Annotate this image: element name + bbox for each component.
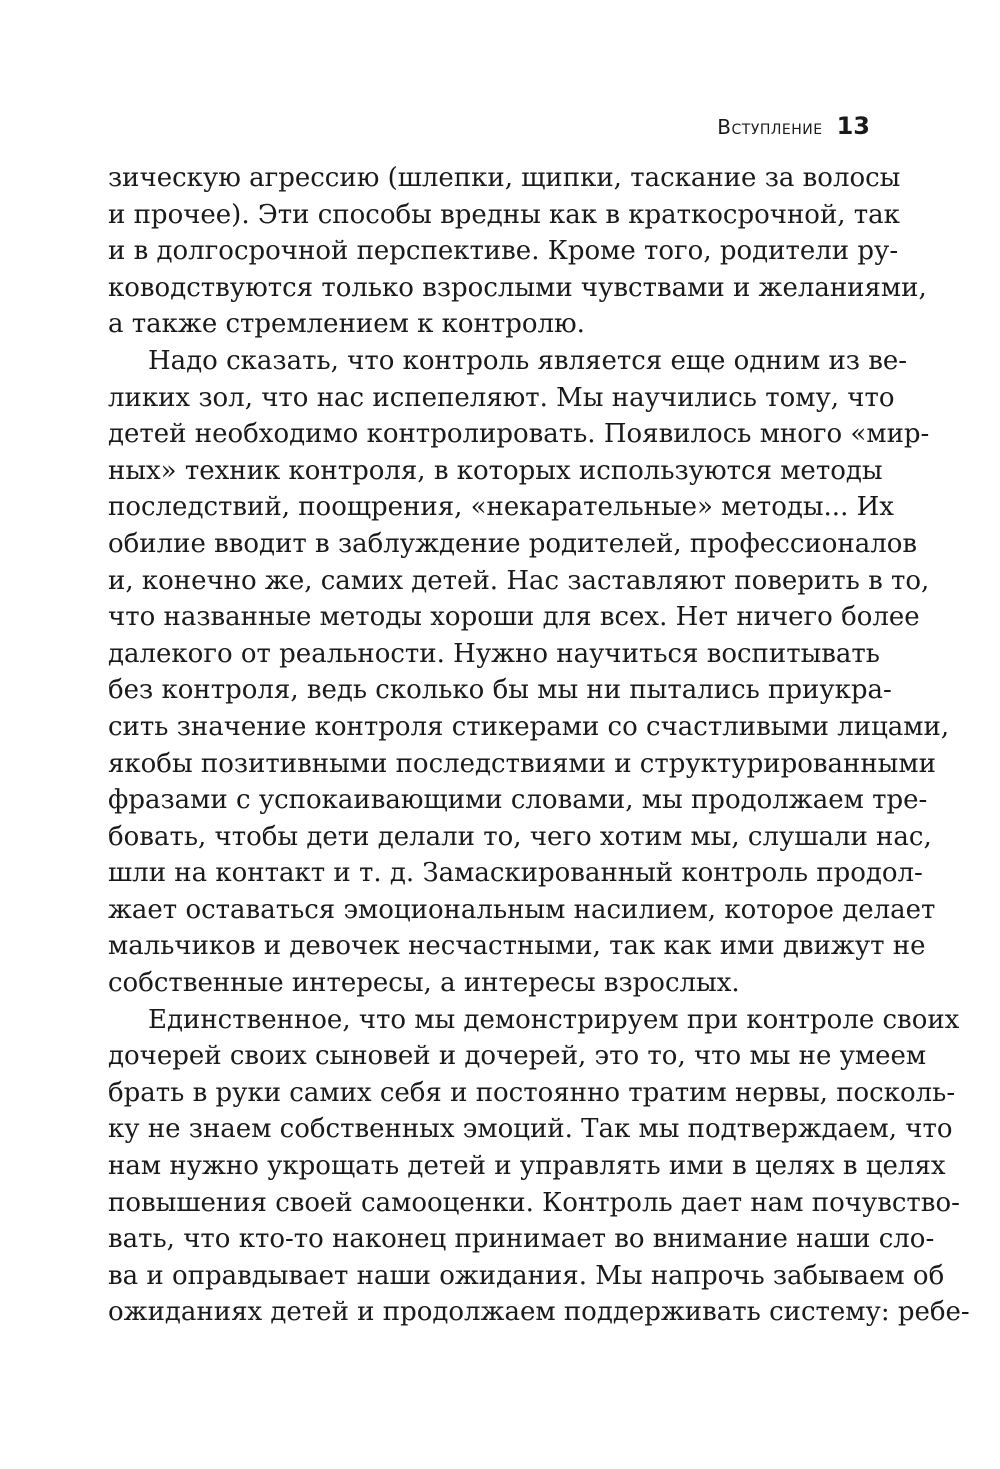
text-line: Надо сказать, что контроль является еще одним из ве- [148, 345, 908, 376]
text-line: брать в руки самих себя и постоянно тратим нервы, посколь- [108, 1077, 956, 1108]
text-line: ва и оправдывает наши ожидания. Мы напрочь забываем об [108, 1260, 945, 1291]
text-line: что названные методы хороши для всех. Нет ничего более [108, 602, 920, 633]
text-line: обилие вводит в заблуждение родителей, профессионалов [108, 528, 917, 559]
text-line: и в долгосрочной перспективе. Кроме того, родители ру- [108, 236, 899, 267]
text-line: мальчиков и девочек несчастными, так как ими движут не [108, 931, 926, 962]
text-line: бовать, чтобы дети делали то, чего хотим мы, слушали нас, [108, 821, 932, 852]
text-line: якобы позитивными последствиями и структурированными [108, 748, 936, 779]
text-line: без контроля, ведь сколько бы мы ни пытались приукра- [108, 675, 892, 706]
text-line: сить значение контроля стикерами со счастливыми лицами, [108, 711, 950, 742]
text-line: фразами с успокаивающими словами, мы продолжаем тре- [108, 785, 928, 816]
text-line: а также стремлением к контролю. [108, 309, 585, 340]
running-head [717, 112, 870, 140]
text-line: вать, что кто-то наконец принимает во внимание наши сло- [108, 1224, 935, 1255]
text-line: зическую агрессию (шлепки, щипки, таскание за волосы [108, 163, 901, 193]
text-line: детей необходимо контролировать. Появилось много «мир- [108, 419, 930, 450]
text-line: Единственное, что мы демонстрируем при контроле своих [148, 1004, 960, 1035]
text-line: ликих зол, что нас испепеляют. Мы научились тому, что [108, 382, 895, 413]
paragraph [108, 1002, 970, 1331]
text-line: дочерей своих сыновей и дочерей, это то, что мы не умеем [108, 1041, 927, 1072]
text-line: ных» техник контроля, в которых используются методы [108, 455, 883, 486]
text-line: последствий, поощрения, «некарательные» методы... Их [108, 492, 894, 523]
paragraph [108, 343, 950, 1002]
body-text [108, 160, 970, 1331]
text-line: ководствуются только взрослыми чувствами и желаниями, [108, 272, 927, 303]
text-line: далекого от реальности. Нужно научиться воспитывать [108, 638, 880, 669]
text-line: нам нужно укрощать детей и управлять ими в целях в целях [108, 1151, 946, 1182]
text-line: ку не знаем собственных эмоций. Так мы подтверждаем, что [108, 1114, 953, 1145]
text-line: и, конечно же, самих детей. Нас заставляют поверить в то, [108, 565, 930, 596]
text-line: собственные интересы, а интересы взрослых. [108, 968, 740, 999]
text-line: повышения своей самооценки. Контроль дает нам почувство- [108, 1187, 960, 1218]
text-line: жает оставаться эмоциональным насилием, которое делает [108, 894, 936, 925]
text-line: шли на контакт и т. д. Замаскированный контроль продол- [108, 858, 923, 889]
section-title: Вступление [717, 115, 823, 139]
paragraph [108, 160, 927, 343]
text-line: ожиданиях детей и продолжаем поддерживать систему: ребе- [108, 1297, 970, 1328]
page-number: 13 [836, 112, 870, 140]
text-line: и прочее). Эти способы вредны как в краткосрочной, так [108, 199, 900, 230]
